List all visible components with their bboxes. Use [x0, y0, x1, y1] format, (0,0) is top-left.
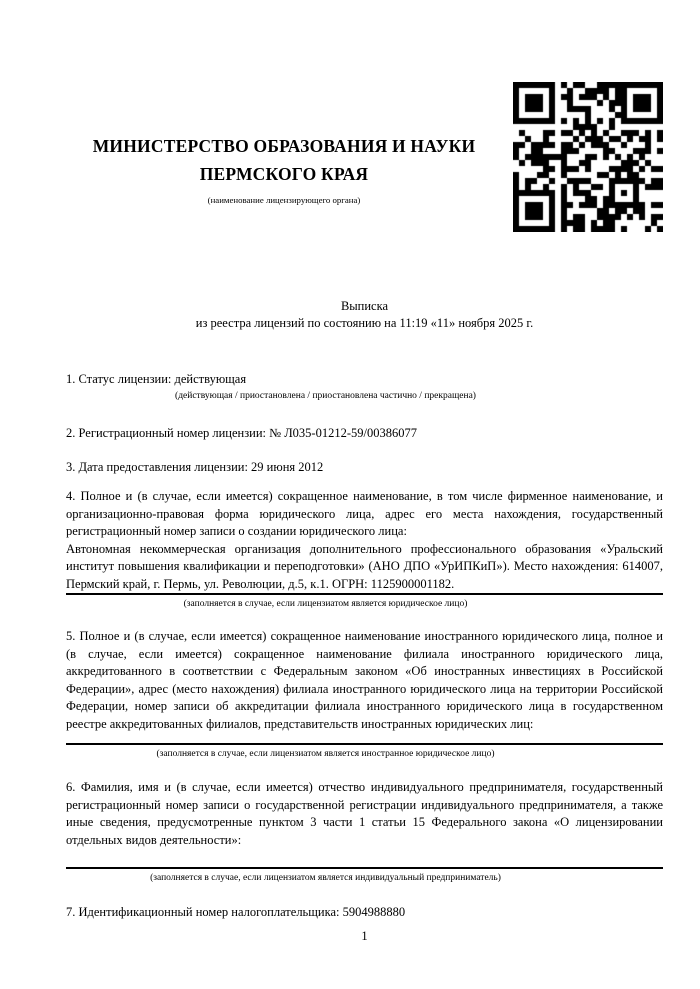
qr-code-canvas — [513, 82, 663, 232]
item-registration-number: 2. Регистрационный номер лицензии: № Л035-01212-59/00386077 — [66, 426, 417, 440]
document-header — [66, 0, 663, 232]
item-foreign-entity-question: 5. Полное и (в случае, если имеется) сокращенное наименование иностранного юридического лица, полное и (в случае, если имеется) сокращенное наименование филиала иностранного юридического лица, аккредитованного в соответствии с Федеральным законом «Об иностранных инвестициях в Российской Федерации», адрес (место нахождения) филиала иностранного юридического лица на территории Российской Федерации, номер записи об аккредитации филиала иностранного юридического лица в государственном реестре аккредитованных филиалов, представительств иностранных юридических лиц: — [66, 629, 663, 731]
item-grant-date: 3. Дата предоставления лицензии: 29 июня 2012 — [66, 460, 324, 474]
entrepreneur-blank-answer — [66, 849, 663, 867]
item-entrepreneur-question: 6. Фамилия, имя и (в случае, если имеется) отчество индивидуального предпринимателя, государственный регистрационный номер записи о государственной регистрации индивидуального предпринимателя, а также иные сведения, предусмотренные пунктом 3 части 1 статьи 15 Федерального закона «О лицензировании отдельных видов деятельности»: — [66, 780, 663, 847]
page-number: 1 — [361, 929, 368, 943]
licensing-authority-block — [66, 82, 502, 205]
license-status-options-caption: (действующая / приостановлена / приостановлена частично / прекращена) — [175, 391, 476, 401]
legal-entity-field-line — [66, 593, 663, 595]
foreign-entity-caption: (заполняется в случае, если лицензиатом является иностранное юридическое лицо) — [156, 749, 495, 759]
item-legal-entity-answer: Автономная некоммерческая организация дополнительного профессионального образования «Уральский институт повышения квалификации и переподготовки» (АНО ДПО «УрИПКиП»). Место нахождения: 614007, Пермский край, г. Пермь, ул. Революции, д.5, к.1. ОГРН: 1125900001182. — [66, 541, 663, 591]
foreign-entity-blank-answer — [66, 733, 663, 743]
legal-entity-caption: (заполняется в случае, если лицензиатом является юридическое лицо) — [183, 599, 468, 609]
entrepreneur-caption: (заполняется в случае, если лицензиатом является индивидуальный предприниматель) — [150, 873, 501, 883]
item-legal-entity-question: 4. Полное и (в случае, если имеется) сокращенное наименование, в том числе фирменное наименование, и организационно-правовая форма юридического лица, адрес его места нахождения, государственный регистрационный номер записи о создании юридического лица: — [66, 489, 663, 538]
entrepreneur-field-line — [66, 867, 663, 869]
ministry-name-line1: МИНИСТЕРСТВО ОБРАЗОВАНИЯ И НАУКИ — [92, 136, 476, 156]
document-content — [66, 0, 663, 920]
qr-code-icon — [513, 82, 663, 232]
item-license-status: 1. Статус лицензии: действующая — [66, 372, 247, 386]
item-taxpayer-number: 7. Идентификационный номер налогоплательщика: 5904988880 — [66, 905, 406, 919]
document-title — [66, 298, 663, 332]
foreign-entity-field-line — [66, 743, 663, 745]
document-title-line1: Выписка — [340, 299, 389, 313]
licensing-authority-caption: (наименование лицензирующего органа) — [207, 195, 361, 205]
ministry-name-line2: ПЕРМСКОГО КРАЯ — [199, 164, 369, 184]
document-title-line2: из реестра лицензий по состоянию на 11:19 «11» ноября 2025 г. — [195, 316, 534, 330]
